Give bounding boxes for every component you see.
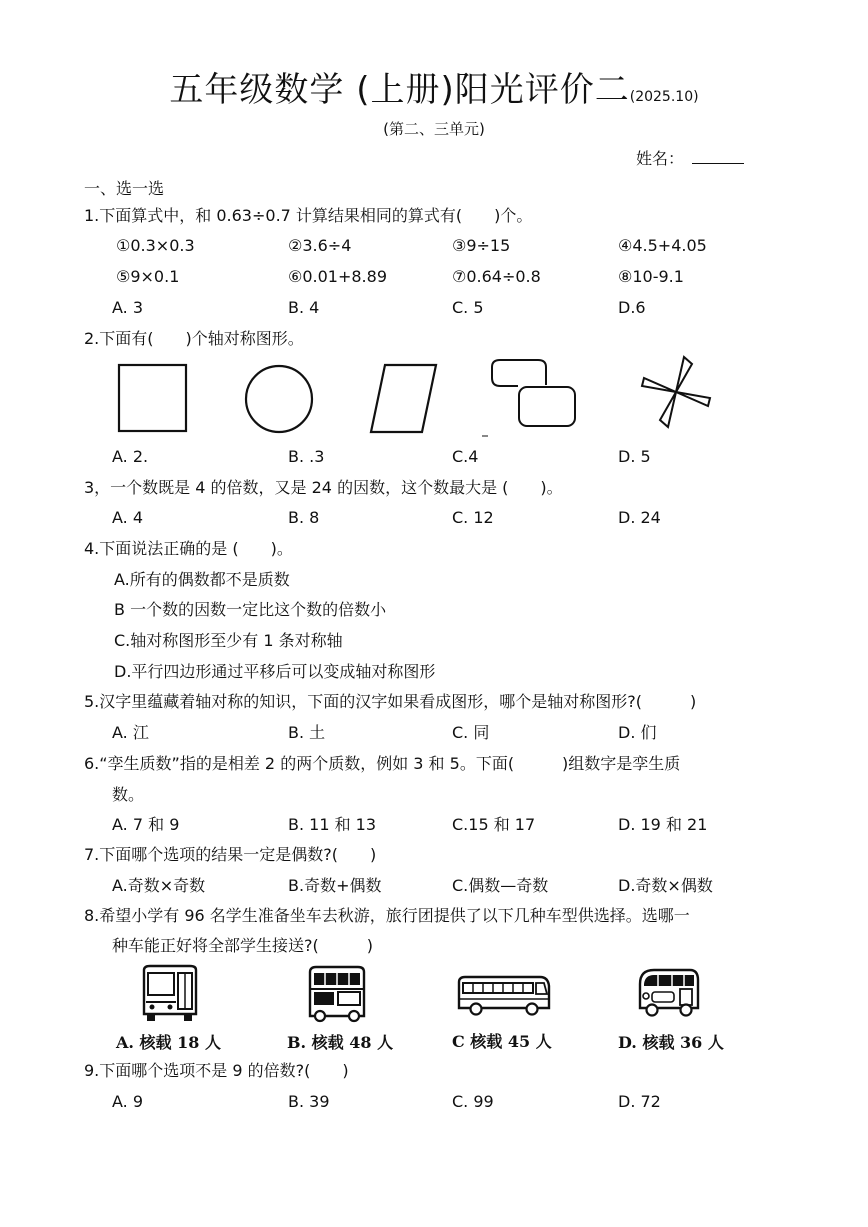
- question-1-stem: 1.下面算式中，和 0.63÷0.7 计算结果相同的算式有( )个。: [84, 206, 533, 225]
- pinwheel-shape: [638, 354, 716, 432]
- double-decker-bus-icon: [306, 964, 368, 1026]
- q6-option-a[interactable]: A. 7 和 9: [112, 815, 180, 834]
- q1-option-c[interactable]: C. 5: [452, 298, 484, 317]
- question-9-stem: 9.下面哪个选项不是 9 的倍数?( ): [84, 1061, 349, 1080]
- round-bus-icon: [636, 966, 702, 1022]
- q1-option-a[interactable]: A. 3: [112, 298, 144, 317]
- coach-bus-icon: [456, 972, 552, 1022]
- question-7-stem: 7.下面哪个选项的结果一定是偶数?( ): [84, 845, 377, 864]
- q9-option-a[interactable]: A. 9: [112, 1092, 144, 1111]
- q8-option-b[interactable]: B. 核载 48 人: [287, 1033, 394, 1052]
- question-6-stem: 6.“孪生质数”指的是相差 2 的两个质数，例如 3 和 5。下面( )组数字是孪生质: [84, 754, 681, 773]
- name-field[interactable]: 姓名：: [636, 146, 744, 169]
- q1-option-d[interactable]: D.6: [618, 298, 646, 317]
- q9-option-b[interactable]: B. 39: [288, 1092, 330, 1111]
- question-5-stem: 5.汉字里蕴藏着轴对称的知识，下面的汉字如果看成图形，哪个是轴对称图形?( ): [84, 692, 697, 711]
- q2-option-c[interactable]: C.4: [452, 447, 479, 466]
- q7-option-b[interactable]: B.奇数+偶数: [288, 876, 382, 895]
- q3-option-c[interactable]: C. 12: [452, 508, 494, 527]
- overlapping-rectangles-shape: [480, 358, 580, 440]
- question-2-stem: 2.下面有( )个轴对称图形。: [84, 329, 304, 348]
- q4-option-d[interactable]: D.平行四边形通过平移后可以变成轴对称图形: [114, 662, 436, 681]
- q1-expr-6: ⑥0.01+8.89: [288, 267, 387, 286]
- q7-option-c[interactable]: C.偶数—奇数: [452, 876, 549, 895]
- q3-option-b[interactable]: B. 8: [288, 508, 320, 527]
- q1-expr-1: ①0.3×0.3: [116, 236, 195, 255]
- q3-option-a[interactable]: A. 4: [112, 508, 144, 527]
- page-subtitle: (第二、三单元): [383, 120, 485, 138]
- exam-date: (2025.10): [629, 89, 699, 105]
- q5-option-d[interactable]: D. 们: [618, 723, 657, 742]
- q2-option-a[interactable]: A. 2.: [112, 447, 149, 466]
- question-6-stem-cont: 数。: [112, 785, 145, 804]
- q4-option-b[interactable]: B 一个数的因数一定比这个数的倍数小: [114, 600, 387, 619]
- q6-option-c[interactable]: C.15 和 17: [452, 815, 536, 834]
- page-title: 五年级数学 (上册)阳光评价二(2025.10): [169, 70, 699, 110]
- circle-shape: [244, 364, 316, 436]
- bus-front-icon: [138, 964, 204, 1024]
- q5-option-b[interactable]: B. 土: [288, 723, 326, 742]
- question-3-stem: 3，一个数既是 4 的倍数，又是 24 的因数，这个数最大是 ( )。: [84, 478, 563, 497]
- question-8-stem-cont: 种车能正好将全部学生接送?( ): [112, 936, 373, 955]
- q9-option-c[interactable]: C. 99: [452, 1092, 494, 1111]
- q5-option-a[interactable]: A. 江: [112, 723, 149, 742]
- q5-option-c[interactable]: C. 同: [452, 723, 490, 742]
- q7-option-d[interactable]: D.奇数×偶数: [618, 876, 713, 895]
- q1-expr-2: ②3.6÷4: [288, 236, 352, 255]
- question-8-stem: 8.希望小学有 96 名学生准备坐车去秋游，旅行团提供了以下几种车型供选择。选哪一: [84, 906, 690, 925]
- q4-option-a[interactable]: A.所有的偶数都不是质数: [114, 570, 290, 589]
- q1-expr-5: ⑤9×0.1: [116, 267, 180, 286]
- q8-option-d[interactable]: D. 核载 36 人: [618, 1033, 724, 1052]
- q8-option-a[interactable]: A. 核载 18 人: [116, 1033, 221, 1052]
- question-4-stem: 4.下面说法正确的是 ( )。: [84, 539, 293, 558]
- q9-option-d[interactable]: D. 72: [618, 1092, 661, 1111]
- q1-expr-3: ③9÷15: [452, 236, 511, 255]
- q3-option-d[interactable]: D. 24: [618, 508, 661, 527]
- section-title: 一、选一选: [84, 179, 165, 198]
- q1-expr-8: ⑧10-9.1: [618, 267, 684, 286]
- square-shape: [114, 362, 190, 434]
- q6-option-b[interactable]: B. 11 和 13: [288, 815, 377, 834]
- parallelogram-shape: [368, 362, 440, 436]
- q2-option-b[interactable]: B. .3: [288, 447, 325, 466]
- q4-option-c[interactable]: C.轴对称图形至少有 1 条对称轴: [114, 631, 343, 650]
- q2-option-d[interactable]: D. 5: [618, 447, 651, 466]
- q8-option-c[interactable]: C 核载 45 人: [452, 1032, 552, 1051]
- q6-option-d[interactable]: D. 19 和 21: [618, 815, 708, 834]
- q7-option-a[interactable]: A.奇数×奇数: [112, 876, 206, 895]
- q1-option-b[interactable]: B. 4: [288, 298, 320, 317]
- name-blank-line[interactable]: [692, 149, 744, 164]
- q1-expr-4: ④4.5+4.05: [618, 236, 707, 255]
- q1-expr-7: ⑦0.64÷0.8: [452, 267, 541, 286]
